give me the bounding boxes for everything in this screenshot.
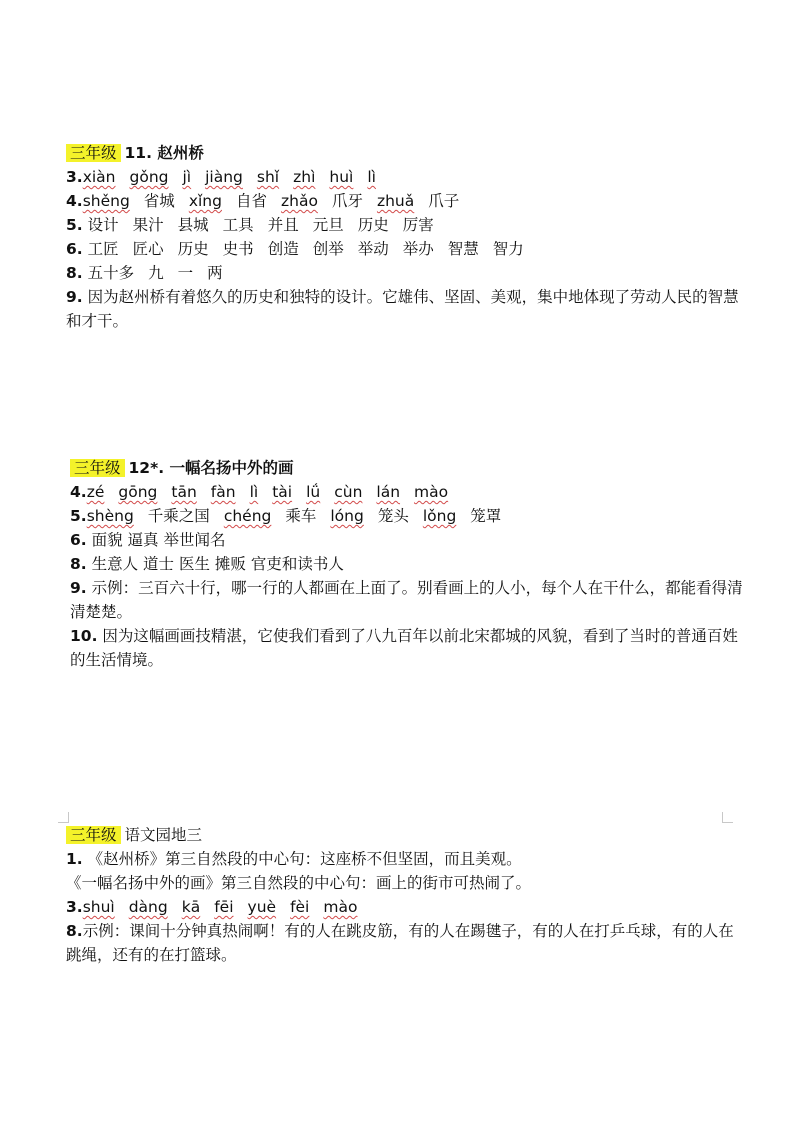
answer-q1: 1. 《赵州桥》第三自然段的中心句：这座桥不但坚固，而且美观。 bbox=[66, 850, 522, 868]
word-list bbox=[88, 264, 237, 282]
word-answer: 举动 bbox=[357, 240, 389, 258]
pinyin-answer: zhǎo bbox=[280, 192, 318, 210]
answer-text: 生意人 道士 医生 摊贩 官吏和读书人 bbox=[91, 555, 344, 573]
section-heading bbox=[66, 141, 746, 165]
word-answer: 笼头 bbox=[377, 507, 409, 525]
word-answer: 智力 bbox=[492, 240, 524, 258]
pinyin-answer: mào bbox=[323, 898, 358, 916]
pinyin-answer: zhì bbox=[293, 168, 316, 186]
word-answer: 千乘之国 bbox=[147, 507, 210, 525]
page-corner-mark bbox=[58, 812, 69, 823]
lesson-title: 11. 赵州桥 bbox=[124, 144, 204, 162]
word-answer: 历史 bbox=[357, 216, 389, 234]
word-answer: 两 bbox=[207, 264, 223, 282]
word-answer: 历史 bbox=[177, 240, 209, 258]
answer-q8: 8.示例：课间十分钟真热闹啊！有的人在跳皮筋，有的人在踢毽子，有的人在打乒乓球，有的人在跳绳，还有的在打篮球。 bbox=[66, 922, 734, 964]
lesson-title: 12*. 一幅名扬中外的画 bbox=[128, 459, 294, 477]
pinyin-answer: shěng bbox=[82, 192, 130, 210]
section-heading bbox=[66, 823, 746, 847]
word-answer: 九 bbox=[148, 264, 164, 282]
word-answer: 爪牙 bbox=[331, 192, 363, 210]
pinyin-answer: lì bbox=[249, 483, 259, 501]
pinyin-answer: mào bbox=[414, 483, 449, 501]
answer-text: 示例：三百六十行，哪一行的人都画在上面了。别看画上的人小，每个人在干什么，都能看得清清楚楚。 bbox=[70, 579, 743, 621]
pinyin-list bbox=[83, 168, 390, 186]
answer-text: 因为这幅画画技精湛，它使我们看到了八九百年以前北宋都城的风貌，看到了当时的普通百姓的生活情境。 bbox=[70, 627, 738, 669]
word-answer: 史书 bbox=[222, 240, 254, 258]
word-answer: 果汁 bbox=[132, 216, 164, 234]
answer-text: 面貌 逼真 举世闻名 bbox=[91, 531, 226, 549]
pinyin-answer: lǒng bbox=[422, 507, 457, 525]
pinyin-answer: lǘ bbox=[306, 483, 321, 501]
word-answer: 一 bbox=[177, 264, 194, 282]
pinyin-answer: xiàn bbox=[82, 168, 116, 186]
answer-q3: 3.xiàn gǒng jì jiàng shǐ zhì huì lì bbox=[66, 165, 746, 189]
pinyin-answer: shèng bbox=[86, 507, 134, 525]
pinyin-answer: tān bbox=[171, 483, 197, 501]
word-answer: 创造 bbox=[267, 240, 299, 258]
word-answer: 省城 bbox=[143, 192, 175, 210]
pinyin-answer: shuì bbox=[82, 898, 115, 916]
grade-highlight: 三年级 bbox=[66, 826, 121, 844]
answer-q1-second bbox=[66, 871, 746, 895]
answer-text: 《一幅名扬中外的画》第三自然段的中心句：画上的街市可热闹了。 bbox=[66, 874, 532, 892]
answer-q4: 4.zé gōng tān fàn lì tài lǘ cùn lán mào bbox=[70, 480, 750, 504]
pinyin-answer: jiàng bbox=[205, 168, 243, 186]
pinyin-answer: fèi bbox=[290, 898, 310, 916]
pinyin-answer: xǐng bbox=[188, 192, 222, 210]
word-answer: 工具 bbox=[222, 216, 254, 234]
answer-q8: 8. 五十多 九 一 两 bbox=[66, 261, 746, 285]
word-answer: 爪子 bbox=[428, 192, 460, 210]
page-corner-mark bbox=[722, 812, 733, 823]
answer-q4: 4.shěng 省城 xǐng 自省 zhǎo 爪牙 zhuǎ 爪子 bbox=[66, 189, 746, 213]
pinyin-answer: jì bbox=[182, 168, 192, 186]
word-list bbox=[88, 216, 448, 234]
pinyin-answer: fēi bbox=[214, 898, 234, 916]
answer-text: 《赵州桥》第三自然段的中心句：这座桥不但坚固，而且美观。 bbox=[87, 850, 522, 868]
pinyin-answer: dàng bbox=[128, 898, 168, 916]
answer-q3: 3.shuì dàng kā fēi yuè fèi mào bbox=[66, 895, 746, 919]
word-answer: 智慧 bbox=[447, 240, 479, 258]
word-answer: 工匠 bbox=[87, 240, 119, 258]
answer-q6: 6. 面貌 逼真 举世闻名 bbox=[70, 531, 226, 549]
word-answer: 厉害 bbox=[402, 216, 434, 234]
pinyin-answer: tài bbox=[272, 483, 293, 501]
word-answer: 县城 bbox=[177, 216, 209, 234]
word-answer: 匠心 bbox=[132, 240, 164, 258]
pinyin-answer: kā bbox=[181, 898, 201, 916]
pinyin-answer: lán bbox=[376, 483, 401, 501]
word-answer: 笼罩 bbox=[470, 507, 502, 525]
pinyin-word-list bbox=[83, 192, 474, 210]
answer-text: 示例：课间十分钟真热闹啊！有的人在跳皮筋，有的人在踢毽子，有的人在打乒乓球，有的人在跳绳，还有的在打篮球。 bbox=[66, 922, 734, 964]
pinyin-answer: shǐ bbox=[256, 168, 280, 186]
lesson-title: 语文园地三 bbox=[124, 826, 203, 844]
pinyin-answer: chéng bbox=[223, 507, 272, 525]
answer-q6: 6. 工匠 匠心 历史 史书 创造 创举 举动 举办 智慧 智力 bbox=[66, 237, 746, 261]
answer-text: 因为赵州桥有着悠久的历史和独特的设计。它雄伟、坚固、美观，集中地体现了劳动人民的智慧和才干。 bbox=[66, 288, 739, 330]
answer-q9: 9. 示例：三百六十行，哪一行的人都画在上面了。别看画上的人小，每个人在干什么，都能看得清清楚楚。 bbox=[70, 579, 743, 621]
pinyin-word-list bbox=[87, 507, 516, 525]
word-answer: 并且 bbox=[267, 216, 299, 234]
word-answer: 创举 bbox=[312, 240, 344, 258]
pinyin-answer: lì bbox=[367, 168, 376, 186]
pinyin-list bbox=[83, 898, 372, 916]
pinyin-answer: yuè bbox=[247, 898, 277, 916]
pinyin-answer: huì bbox=[329, 168, 354, 186]
pinyin-answer: lóng bbox=[330, 507, 364, 525]
answer-q10: 10. 因为这幅画画技精湛，它使我们看到了八九百年以前北宋都城的风貌，看到了当时的普通百姓的生活情境。 bbox=[70, 627, 738, 669]
word-answer: 元旦 bbox=[312, 216, 344, 234]
answer-q9: 9. 因为赵州桥有着悠久的历史和独特的设计。它雄伟、坚固、美观，集中地体现了劳动人民的智慧和才干。 bbox=[66, 288, 739, 330]
pinyin-answer: fàn bbox=[210, 483, 236, 501]
pinyin-answer: gǒng bbox=[129, 168, 169, 186]
word-answer: 设计 bbox=[87, 216, 119, 234]
section-lesson-12 bbox=[70, 456, 750, 672]
grade-highlight: 三年级 bbox=[70, 459, 125, 477]
pinyin-list bbox=[87, 483, 462, 501]
pinyin-answer: zhuǎ bbox=[376, 192, 415, 210]
word-answer: 举办 bbox=[402, 240, 434, 258]
section-chinese-garden-3 bbox=[66, 823, 746, 967]
pinyin-answer: zé bbox=[86, 483, 105, 501]
word-answer: 五十多 bbox=[87, 264, 135, 282]
answer-q5: 5.shèng 千乘之国 chéng 乘车 lóng 笼头 lǒng 笼罩 bbox=[70, 504, 750, 528]
word-list bbox=[88, 240, 538, 258]
section-heading bbox=[70, 456, 750, 480]
word-answer: 乘车 bbox=[285, 507, 317, 525]
pinyin-answer: cùn bbox=[334, 483, 363, 501]
answer-q5: 5. 设计 果汁 县城 工具 并且 元旦 历史 厉害 bbox=[66, 213, 746, 237]
section-lesson-11 bbox=[66, 141, 746, 333]
pinyin-answer: gōng bbox=[118, 483, 158, 501]
word-answer: 自省 bbox=[235, 192, 267, 210]
answer-q8: 8. 生意人 道士 医生 摊贩 官吏和读书人 bbox=[70, 555, 344, 573]
grade-highlight: 三年级 bbox=[66, 144, 121, 162]
